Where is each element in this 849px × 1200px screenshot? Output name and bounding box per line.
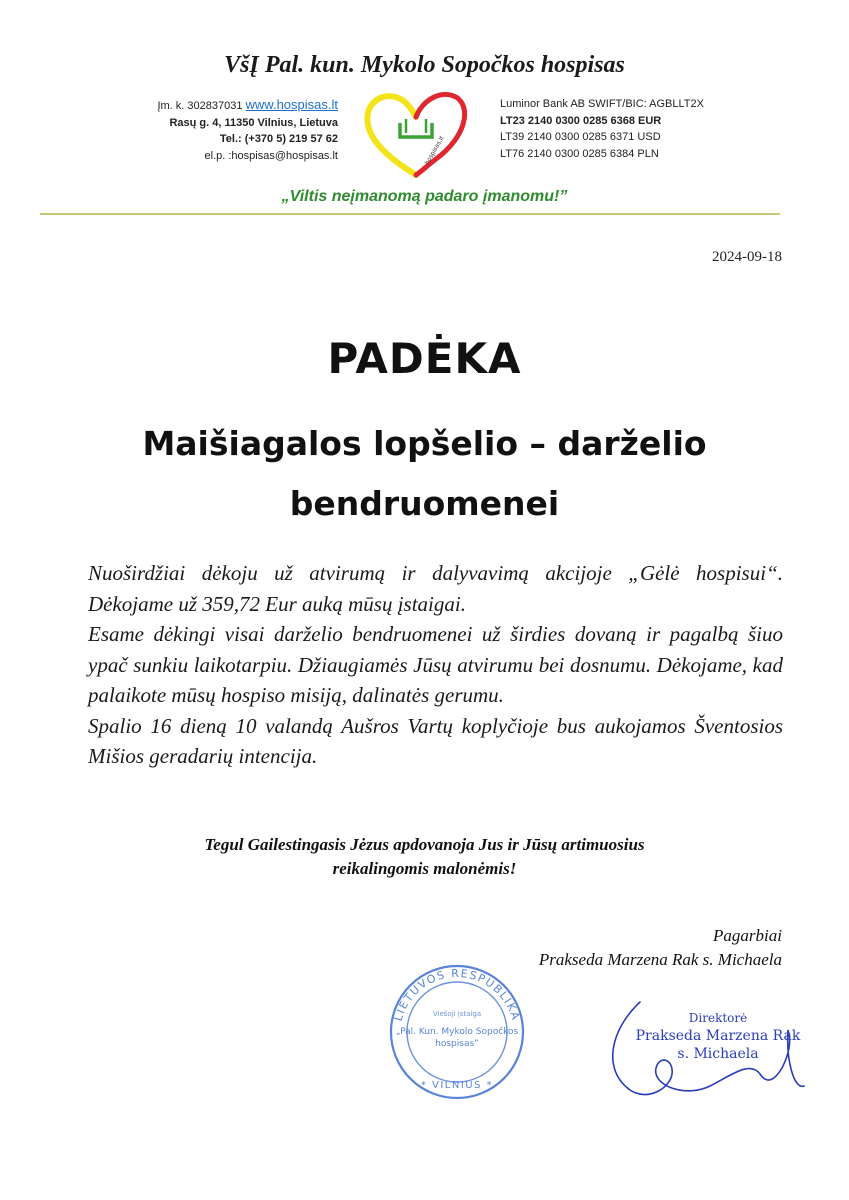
- header-divider: [40, 213, 780, 215]
- stamp-small-text: Viešoji įstaiga: [432, 1010, 482, 1018]
- paragraph-2: Esame dėkingi visai darželio bendruomenei už širdies dovaną ir pagalbą šiuo ypač sunkiu laikotarpiu. Džiaugiamės Jūsų atvirumu bei dosnumu. Dėkojame, kad palaikote mūsų hospiso misiją, dalinatės gerumu.: [88, 622, 783, 707]
- director-suffix: s. Michaela: [677, 1046, 759, 1062]
- organization-name: VšĮ Pal. kun. Mykolo Sopočkos hospisas: [224, 52, 625, 78]
- recipient-line-1: Maišiagalos lopšelio – darželio: [142, 424, 707, 463]
- blessing-line-2: reikalingomis malonėmis!: [332, 859, 517, 878]
- director-name: Prakseda Marzena Rak: [635, 1028, 801, 1044]
- iban-usd: LT39 2140 0300 0285 6371 USD: [500, 131, 661, 143]
- hospice-logo-icon: [360, 87, 472, 179]
- recipient: [0, 414, 849, 534]
- phone: Tel.: (+370 5) 219 57 62: [219, 133, 338, 145]
- company-code: Įm. k. 302837031: [157, 100, 243, 112]
- company-code-line: [96, 97, 338, 115]
- email: el.p. :hospisas@hospisas.lt: [204, 149, 338, 162]
- bank-info: [500, 96, 760, 162]
- blessing-line-1: Tegul Gailestingasis Jėzus apdovanoja Jus ir Jūsų artimuosius: [204, 835, 645, 854]
- signature-icon: [600, 990, 820, 1110]
- contact-info: [96, 97, 338, 164]
- stamp-center-line-2: hospisas”: [435, 1039, 479, 1049]
- document-date: 2024-09-18: [712, 249, 782, 265]
- stamp-top-text: LIETUVOS RESPUBLIKA: [391, 966, 523, 1023]
- iban-eur: LT23 2140 0300 0285 6368 EUR: [500, 114, 662, 127]
- paragraph-3: Spalio 16 dieną 10 valandą Aušros Vartų koplyčioje bus aukojamos Šventosios Mišios geradarių intencija.: [88, 713, 783, 768]
- logo-caption: hospisas.lt: [423, 134, 446, 166]
- round-stamp-icon: [382, 962, 532, 1100]
- stamp-center-line-1: „Pal. Kun. Mykolo Sopočkos: [395, 1027, 519, 1037]
- stamp-bottom-text: * VILNIUS *: [420, 1080, 494, 1091]
- website-link[interactable]: www.hospisas.lt: [245, 97, 338, 112]
- motto: „Viltis neįmanomą padaro įmanomu!”: [281, 188, 568, 205]
- address: Rasų g. 4, 11350 Vilnius, Lietuva: [169, 116, 338, 129]
- signer-name: Prakseda Marzena Rak s. Michaela: [538, 950, 782, 969]
- blessing: [0, 833, 849, 881]
- signoff: Pagarbiai: [713, 926, 782, 945]
- director-role: Direktorė: [688, 1011, 748, 1025]
- iban-pln: LT76 2140 0300 0285 6384 PLN: [500, 147, 659, 160]
- paragraph-1: Nuoširdžiai dėkoju už atvirumą ir dalyvavimą akcijoje „Gėlė hospisui“. Dėkojame už 359,72 Eur auką mūsų įstaigai.: [88, 561, 783, 616]
- document-title: PADĖKA: [327, 334, 522, 383]
- letter-body: [88, 558, 783, 772]
- recipient-line-2: bendruomenei: [289, 484, 560, 523]
- bank-line: Luminor Bank AB SWIFT/BIC: AGBLLT2X: [500, 98, 704, 110]
